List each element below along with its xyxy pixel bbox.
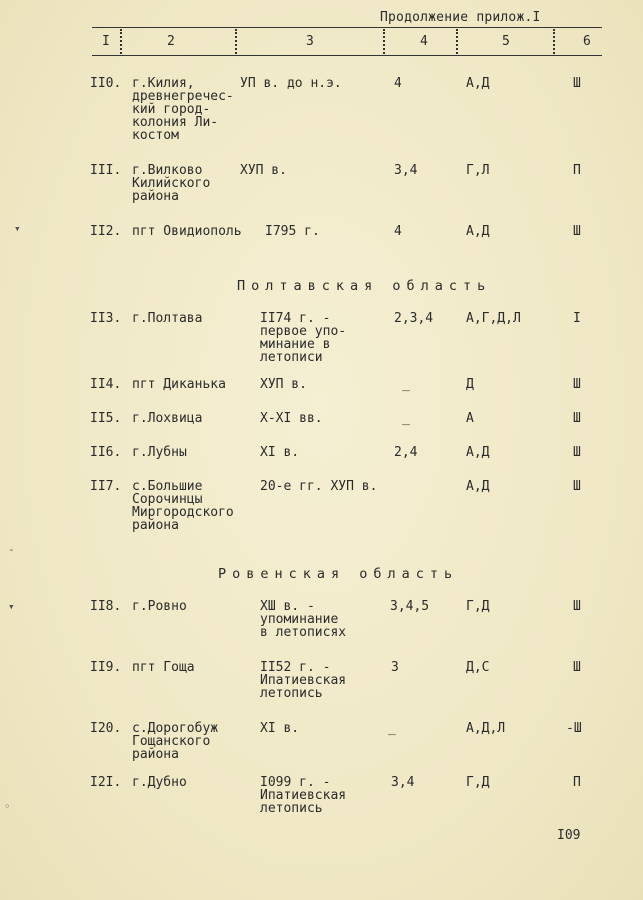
col6-value: Ш	[573, 377, 581, 392]
col5-value: Д,С	[466, 660, 490, 675]
col5-value: Г,Д	[466, 599, 490, 614]
col4-value: _	[402, 411, 410, 426]
col5-value: А,Г,Д,Л	[466, 311, 521, 326]
column-header-2: 2	[167, 34, 175, 49]
settlement-name: г.Ровно	[132, 599, 187, 614]
date-info: Х-ХI вв.	[260, 411, 323, 426]
entry-number: II0.	[90, 76, 122, 91]
col5-value: Г,Л	[466, 163, 490, 178]
entry-number: II4.	[90, 377, 122, 392]
settlement-name: пгт Гоща	[132, 660, 195, 675]
col5-value: А,Д	[466, 479, 490, 494]
entry-number: II8.	[90, 599, 122, 614]
col4-value: 2,3,4	[394, 311, 434, 326]
col4-value: 4	[394, 76, 402, 91]
column-divider	[235, 29, 237, 54]
col5-value: А,Д	[466, 76, 490, 91]
date-info: ХI в.	[260, 721, 300, 736]
date-info: II52 г. - Ипатиевская летопись	[260, 660, 347, 701]
settlement-name: г.Лохвица	[132, 411, 203, 426]
settlement-name: г.Лубны	[132, 445, 187, 460]
col4-value: _	[402, 377, 410, 392]
page-number: I09	[557, 828, 581, 843]
col4-value: 3,4	[394, 163, 418, 178]
region-heading: Ровенская область	[218, 566, 459, 582]
col5-value: Г,Д	[466, 775, 490, 790]
col6-value: I	[573, 311, 581, 326]
entry-number: II6.	[90, 445, 122, 460]
entry-number: III.	[90, 163, 122, 178]
date-info: ХУП в.	[260, 377, 307, 392]
continuation-label: Продолжение прилож.I	[380, 10, 541, 25]
settlement-name: г.Вилково Килийского района	[132, 163, 211, 204]
col6-value: Ш	[573, 411, 581, 426]
col5-value: А,Д	[466, 224, 490, 239]
entry-number: II2.	[90, 224, 122, 239]
column-divider	[456, 29, 458, 54]
settlement-name: пгт Овидиополь	[132, 224, 242, 239]
entry-number: I2I.	[90, 775, 122, 790]
col6-value: Ш	[573, 224, 581, 239]
col4-value: 3,4	[391, 775, 415, 790]
col6-value: Ш	[573, 660, 581, 675]
margin-mark: ▾	[14, 222, 21, 235]
col4-value: _	[388, 721, 396, 736]
date-info: II74 г. - первое упо- минание в летописи	[260, 311, 347, 365]
settlement-name: с.Дорогобуж Гощанского района	[132, 721, 219, 762]
entry-number: II7.	[90, 479, 122, 494]
col4-value: 4	[394, 224, 402, 239]
col5-value: А,Д	[466, 445, 490, 460]
col6-value: П	[573, 163, 581, 178]
date-info: 20-е гг. ХУП в.	[260, 479, 378, 494]
table-header-rule	[92, 55, 602, 56]
settlement-name: г.Полтава	[132, 311, 203, 326]
column-divider	[383, 29, 385, 54]
column-header-1: I	[102, 34, 110, 49]
settlement-name: пгт Диканька	[132, 377, 226, 392]
date-info: ХI в.	[260, 445, 300, 460]
entry-number: II5.	[90, 411, 122, 426]
column-header-3: 3	[306, 34, 314, 49]
col6-value: Ш	[573, 479, 581, 494]
col6-value: Ш	[573, 76, 581, 91]
margin-mark: ◦	[4, 800, 11, 813]
col5-value: Д	[466, 377, 474, 392]
margin-mark: ‐	[8, 543, 15, 556]
column-divider	[553, 29, 555, 54]
entry-number: I20.	[90, 721, 122, 736]
settlement-name: г.Килия, древнегречес- кий город- колония Ли- костом	[132, 76, 234, 143]
col6-value: П	[573, 775, 581, 790]
date-info: ХШ в. - упоминание в летописях	[260, 599, 347, 640]
settlement-name: г.Дубно	[132, 775, 187, 790]
table-top-rule	[92, 27, 602, 28]
settlement-name: с.Большие Сорочинцы Миргородского района	[132, 479, 234, 533]
margin-mark: ▾	[8, 600, 15, 613]
date-info: I099 г. - Ипатиевская летопись	[260, 775, 347, 816]
col4-value: 3,4,5	[390, 599, 430, 614]
entry-number: II9.	[90, 660, 122, 675]
col4-value: 3	[391, 660, 399, 675]
column-header-4: 4	[420, 34, 428, 49]
date-info: ХУП в.	[240, 163, 287, 178]
col6-value: Ш	[573, 445, 581, 460]
col4-value: 2,4	[394, 445, 418, 460]
col5-value: А	[466, 411, 474, 426]
date-info: УП в. до н.э.	[240, 76, 342, 91]
column-divider	[120, 29, 122, 54]
col6-value: Ш	[573, 599, 581, 614]
column-header-6: 6	[583, 34, 591, 49]
col5-value: А,Д,Л	[466, 721, 506, 736]
region-heading: Полтавская область	[237, 278, 492, 294]
entry-number: II3.	[90, 311, 122, 326]
date-info: I795 г.	[265, 224, 320, 239]
col6-value: -Ш	[566, 721, 582, 736]
column-header-5: 5	[502, 34, 510, 49]
